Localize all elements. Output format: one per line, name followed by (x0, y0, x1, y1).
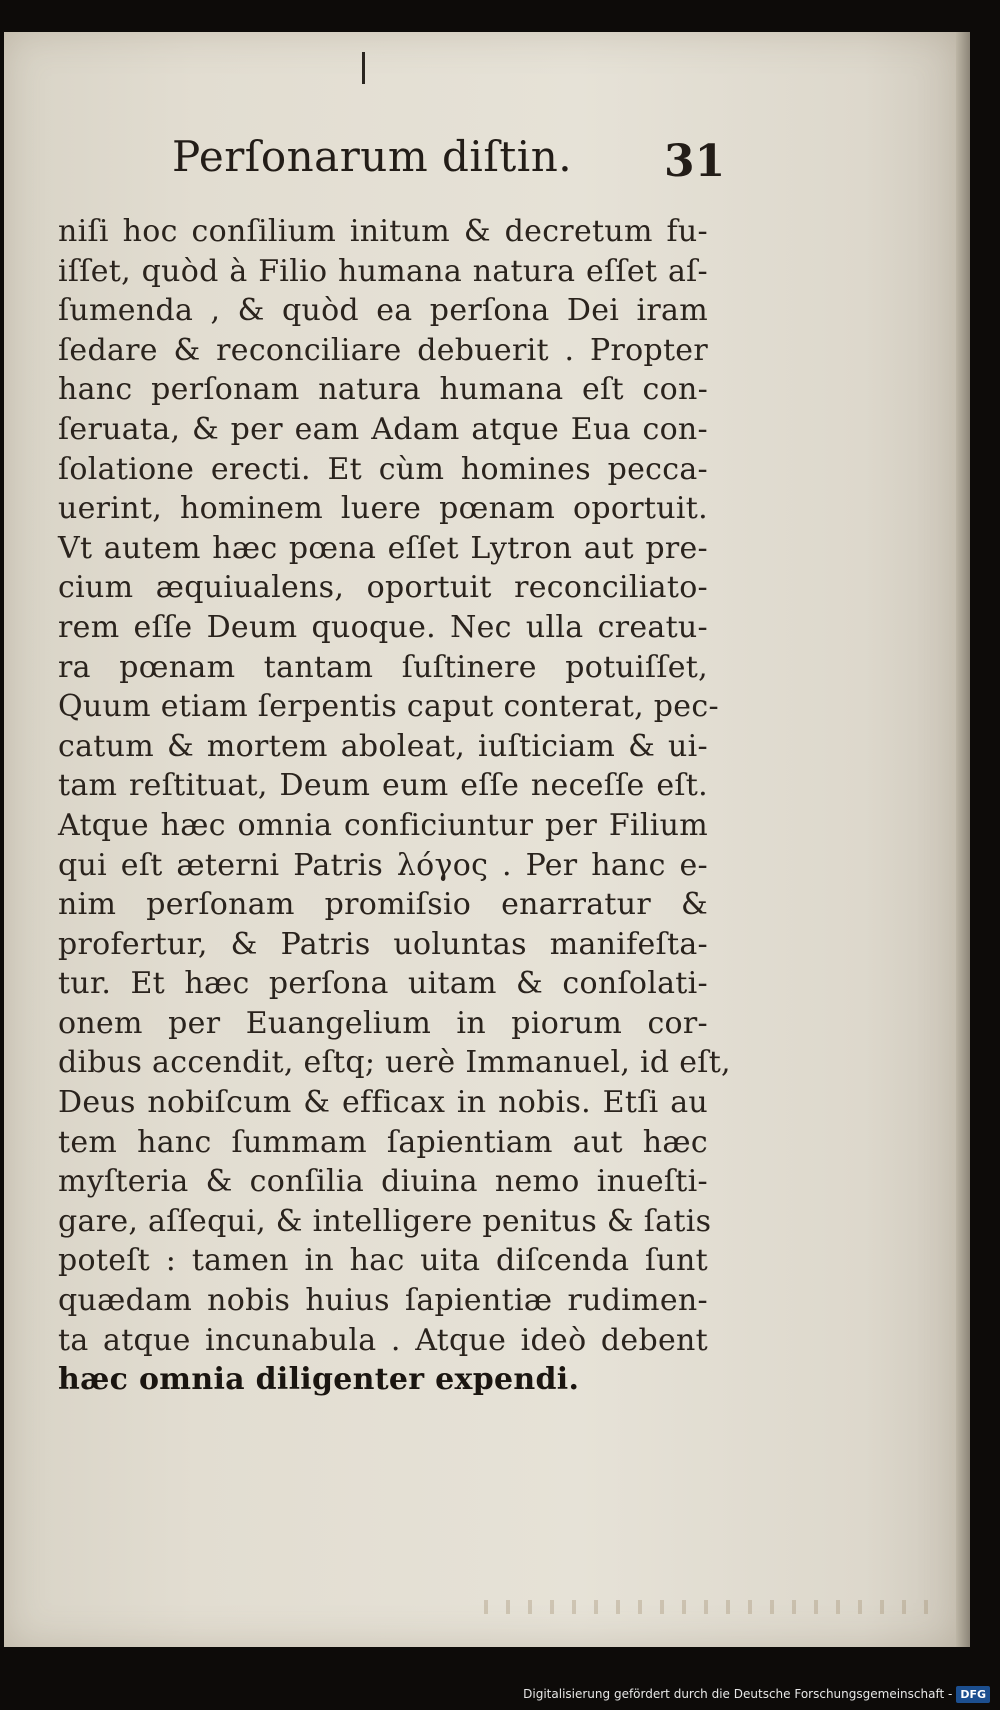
text-line: profertur, & Patris uoluntas manifeſta- (58, 926, 708, 962)
page-number: 31 (664, 136, 726, 187)
book-page (4, 32, 970, 1647)
text-line: rem eſſe Deum quoque. Nec ulla creatu- (58, 609, 708, 645)
text-line: hæc omnia diligenter expendi. (58, 1362, 580, 1398)
text-line: Vt autem hæc pœna eſſet Lytron aut pre- (58, 530, 708, 566)
text-line: Deus nobiſcum & efficax in nobis. Etſi au (58, 1085, 708, 1121)
text-line: tur. Et hæc perſona uitam & conſolati- (58, 966, 708, 1002)
dfg-logo-icon: DFG (956, 1686, 990, 1703)
text-line: qui eſt æterni Patris λόγος . Per hanc e- (58, 847, 708, 883)
running-head: Perſonarum diſtin. (172, 132, 573, 181)
text-line: Quum etiam ſerpentis caput conterat, pec- (58, 689, 719, 725)
text-line: dibus accendit, eſtq; uerè Immanuel, id eſt, (58, 1045, 731, 1081)
text-line: gare, aſſequi, & intelligere penitus & ſatis (58, 1203, 712, 1239)
text-line: hanc perſonam natura humana eſt con- (58, 372, 708, 408)
text-line: ra pœnam tantam ſuſtinere potuiſſet, (58, 649, 708, 685)
text-line: ſolatione erecti. Et cùm homines pecca- (58, 451, 708, 487)
text-line: tam reſtituat, Deum eum eſſe neceſſe eſt. (58, 768, 708, 804)
text-line: nim perſonam promiſsio enarratur & (58, 887, 708, 923)
bleed-through-ornament (484, 1600, 944, 1614)
text-line: niſi hoc conſilium initum & decretum fu- (58, 214, 708, 249)
text-line: ſedare & reconciliare debuerit . Propter (58, 332, 708, 368)
text-line: tem hanc ſummam ſapientiam aut hæc (58, 1124, 708, 1160)
text-line: uerint, hominem luere pœnam oportuit. (58, 491, 708, 527)
text-line: onem per Euangelium in piorum cor- (58, 1005, 708, 1041)
digitization-credit (523, 1682, 990, 1706)
text-line: ſumenda , & quòd ea perſona Dei iram (58, 293, 708, 329)
text-line: Atque hæc omnia conficiuntur per Filium (58, 807, 708, 843)
text-line: ta atque incunabula . Atque ideò debent (58, 1322, 708, 1358)
text-line: iſſet, quòd à Filio humana natura eſſet aſ- (58, 253, 708, 289)
body-text (58, 212, 731, 1400)
gutter-mark (362, 52, 365, 84)
page-edge (956, 32, 970, 1647)
text-line: myſteria & conſilia diuina nemo inueſti- (58, 1164, 708, 1200)
credit-text: Digitalisierung gefördert durch die Deutsche Forschungsgemeinschaft - (523, 1687, 953, 1701)
text-line: ſeruata, & per eam Adam atque Eua con- (58, 411, 708, 447)
text-line: catum & mortem aboleat, iuſticiam & ui- (58, 728, 708, 764)
text-line: poteſt : tamen in hac uita diſcenda ſunt (58, 1243, 708, 1279)
text-line: cium æquiualens, oportuit reconciliato- (58, 570, 708, 606)
text-line: quædam nobis huius ſapientiæ rudimen- (58, 1283, 708, 1319)
